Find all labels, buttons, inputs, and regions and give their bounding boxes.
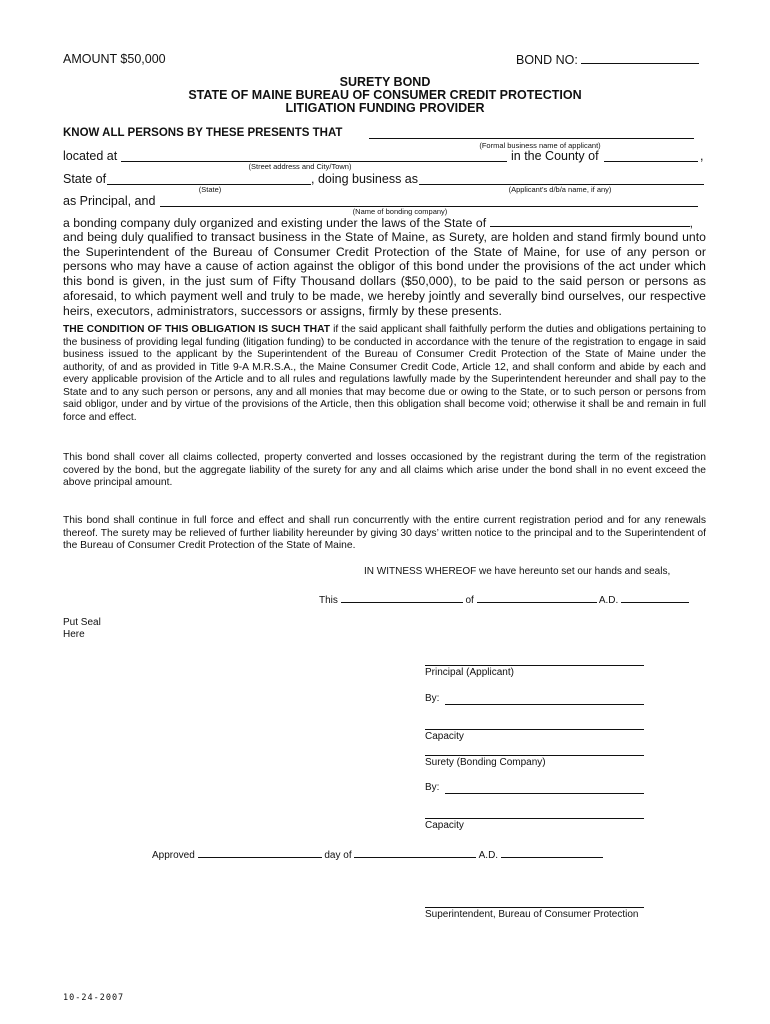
know-all-persons-heading: KNOW ALL PERSONS BY THESE PRESENTS THAT xyxy=(63,127,343,139)
principal-signature-line[interactable] xyxy=(425,665,644,666)
surety-capacity-line[interactable] xyxy=(425,818,644,819)
approval-ad-label: A.D. xyxy=(478,850,499,861)
approval-month-blank[interactable] xyxy=(354,846,476,858)
state-caption: (State) xyxy=(198,185,222,194)
witness-date-row xyxy=(319,591,689,606)
form-date-code: 10-24-2007 xyxy=(63,993,125,1003)
witness-month-blank[interactable] xyxy=(477,591,597,603)
surety-by-line[interactable] xyxy=(445,793,644,794)
comma-glyph: , xyxy=(700,149,704,163)
this-label: This xyxy=(319,595,338,606)
county-blank[interactable] xyxy=(604,161,698,162)
approval-row xyxy=(152,846,603,861)
document-subtitle-agency: STATE OF MAINE BUREAU OF CONSUMER CREDIT PROTECTION xyxy=(188,88,582,102)
bond-number-label: BOND NO: xyxy=(516,53,578,67)
approval-year-blank[interactable] xyxy=(501,846,603,858)
document-subtitle-type: LITIGATION FUNDING PROVIDER xyxy=(285,101,485,115)
surety-state-blank[interactable] xyxy=(490,215,690,227)
witness-year-blank[interactable] xyxy=(621,591,689,603)
business-name-blank[interactable] xyxy=(369,138,694,139)
continuation-paragraph: This bond shall continue in full force and effect and shall run concurrently with the entire current registration period and for any renewals thereof. The surety may be relieved of further liability hereunder by giving 30 days’ written notice to the principal and to the Superintendent of the Bureau of Consumer Credit Protection of the State of Maine. xyxy=(63,515,706,551)
by-label-principal: By: xyxy=(425,693,440,704)
bond-obligation-paragraph: and being duly qualified to transact business in the State of Maine, as Surety, are holden and stand firmly bound unto the Superintendent of the Bureau of Consumer Credit Protection of the State of Maine, for use of any person or persons who may have a cause of action against the obligor of this bond under the provisions of the act under which this bond is given, in the just sum of Fifty Thousand dollars ($50,000), to be paid to the said person or persons as aforesaid, to which payment well and truly to be made, we hereby jointly and severally bind ourselves, our respective heirs, executors, administrators, successors or assigns, firmly by these presents. xyxy=(63,230,706,318)
as-principal-label: as Principal, and xyxy=(63,194,156,208)
by-label-surety: By: xyxy=(425,782,440,793)
principal-by-line[interactable] xyxy=(445,704,644,705)
bonding-company-caption: (Name of bonding company) xyxy=(352,207,448,216)
principal-capacity-line[interactable] xyxy=(425,729,644,730)
bonding-company-state-label: a bonding company duly organized and existing under the laws of the State of xyxy=(63,216,487,230)
business-name-caption: (Formal business name of applicant) xyxy=(479,141,601,150)
principal-label: Principal (Applicant) xyxy=(425,667,514,678)
capacity-label-surety: Capacity xyxy=(425,820,464,831)
surety-label: Surety (Bonding Company) xyxy=(425,757,546,768)
doing-business-as-label: , doing business as xyxy=(311,172,419,186)
of-label: of xyxy=(465,595,474,606)
dba-caption: (Applicant’s d/b/a name, if any) xyxy=(508,185,612,194)
bonding-company-line: a bonding company duly organized and existing under the laws of the State of , xyxy=(63,216,694,230)
condition-paragraph xyxy=(63,324,706,424)
document-title: SURETY BOND xyxy=(339,75,431,89)
state-of-label: State of xyxy=(63,172,107,186)
day-of-label: day of xyxy=(324,850,352,861)
capacity-label-principal: Capacity xyxy=(425,731,464,742)
seal-label-line2: Here xyxy=(63,629,85,640)
bond-number-blank[interactable] xyxy=(581,52,699,64)
coverage-paragraph: This bond shall cover all claims collected, property converted and losses occasioned by the registrant during the term of the registration covered by the bond, but the aggregate liability of the surety for any and all claims which arise under the bond shall in no event exceed the above principal amount. xyxy=(63,452,706,488)
approval-day-blank[interactable] xyxy=(198,846,322,858)
amount-label: AMOUNT $50,000 xyxy=(63,52,166,66)
condition-text: if the said applicant shall faithfully perform the duties and obligations pertaining to the business of providing legal funding (litigation funding) to be conducted in accordance with the tenure of the registration to engage in said business issued to the applicant by the Superintendent of the Bureau of Consumer Credit Protection of the State of Maine under the authority, of and as provided in Title 9-A M.R.S.A., the Maine Consumer Credit Code, Article 12, and shall conform and abide by each and every applicable provision of the Article and to all rules and regulations lawfully made by the Superintendent hereunder and shall pay to the State and to any such person or persons, any and all monies that may become due or owing to the State, or to such person or persons from said obligor, under and by virtue of the provisions of the Article, then this obligation shall become void; otherwise it shall be and remain in full force and effect. xyxy=(63,324,706,423)
ad-label: A.D. xyxy=(598,595,619,606)
address-caption: (Street address and City/Town) xyxy=(248,162,352,171)
county-label: in the County of xyxy=(511,149,599,163)
approved-label: Approved xyxy=(152,850,195,861)
condition-lead: THE CONDITION OF THIS OBLIGATION IS SUCH THAT xyxy=(63,324,331,335)
witness-day-blank[interactable] xyxy=(341,591,463,603)
bond-number-field[interactable] xyxy=(516,52,699,67)
superintendent-label: Superintendent, Bureau of Consumer Protection xyxy=(425,909,639,920)
witness-statement: IN WITNESS WHEREOF we have hereunto set our hands and seals, xyxy=(364,566,671,577)
superintendent-signature-line[interactable] xyxy=(425,907,644,908)
seal-label-line1: Put Seal xyxy=(63,617,101,628)
surety-signature-line[interactable] xyxy=(425,755,644,756)
located-at-label: located at xyxy=(63,149,118,163)
